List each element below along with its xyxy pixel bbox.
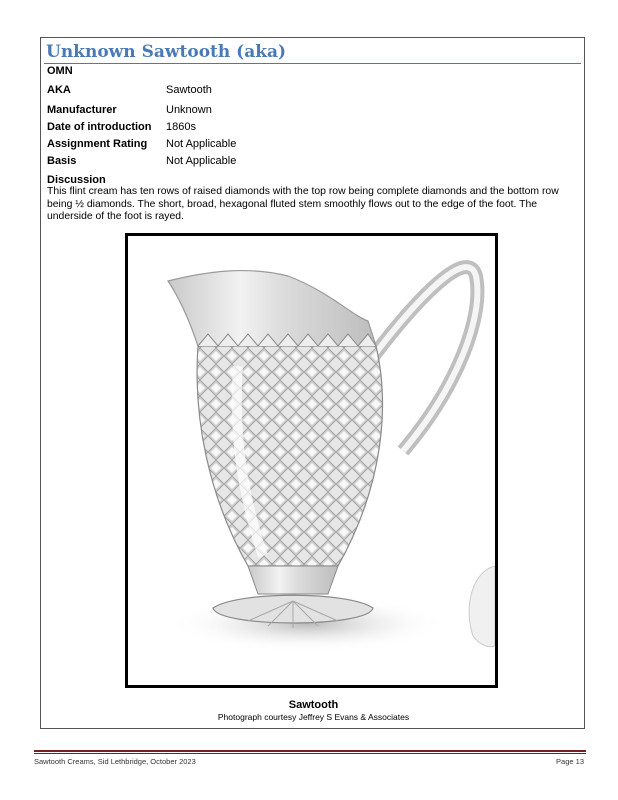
photo-credit: Photograph courtesy Jeffrey S Evans & Associates [217, 712, 410, 722]
creamer-photo [125, 233, 498, 688]
omn-label: OMN [47, 65, 73, 77]
entry-frame [40, 37, 585, 729]
footer-rule-thin [34, 753, 586, 754]
field-label-manufacturer: Manufacturer [47, 104, 117, 116]
page-title: Unknown Sawtooth (aka) [46, 42, 287, 62]
footer-document-info: Sawtooth Creams, Sid Lethbridge, October 2023 [34, 757, 196, 766]
field-value-aka: Sawtooth [166, 84, 212, 96]
field-value-rating: Not Applicable [166, 138, 237, 150]
field-value-date: 1860s [166, 121, 196, 133]
title-underline [44, 63, 581, 64]
field-value-manufacturer: Unknown [166, 104, 212, 116]
photo-caption: Sawtooth [288, 699, 339, 711]
field-label-basis: Basis [47, 155, 77, 167]
field-label-aka: AKA [47, 84, 71, 96]
footer-page-number: Page 13 [556, 757, 584, 766]
footer-rule [34, 750, 586, 752]
field-value-basis: Not Applicable [166, 155, 237, 167]
field-label-date: Date of introduction [47, 121, 152, 133]
discussion-text: This flint cream has ten rows of raised diamonds with the top row being complete diamonds and the bottom row being ½ diamonds. The short, broad, hexagonal fluted stem smoothly flows out to the edge of the foot. The underside of the foot is rayed. [47, 186, 559, 223]
discussion-heading: Discussion [47, 174, 106, 186]
glass-creamer-image [128, 236, 495, 685]
field-label-rating: Assignment Rating [47, 138, 148, 150]
